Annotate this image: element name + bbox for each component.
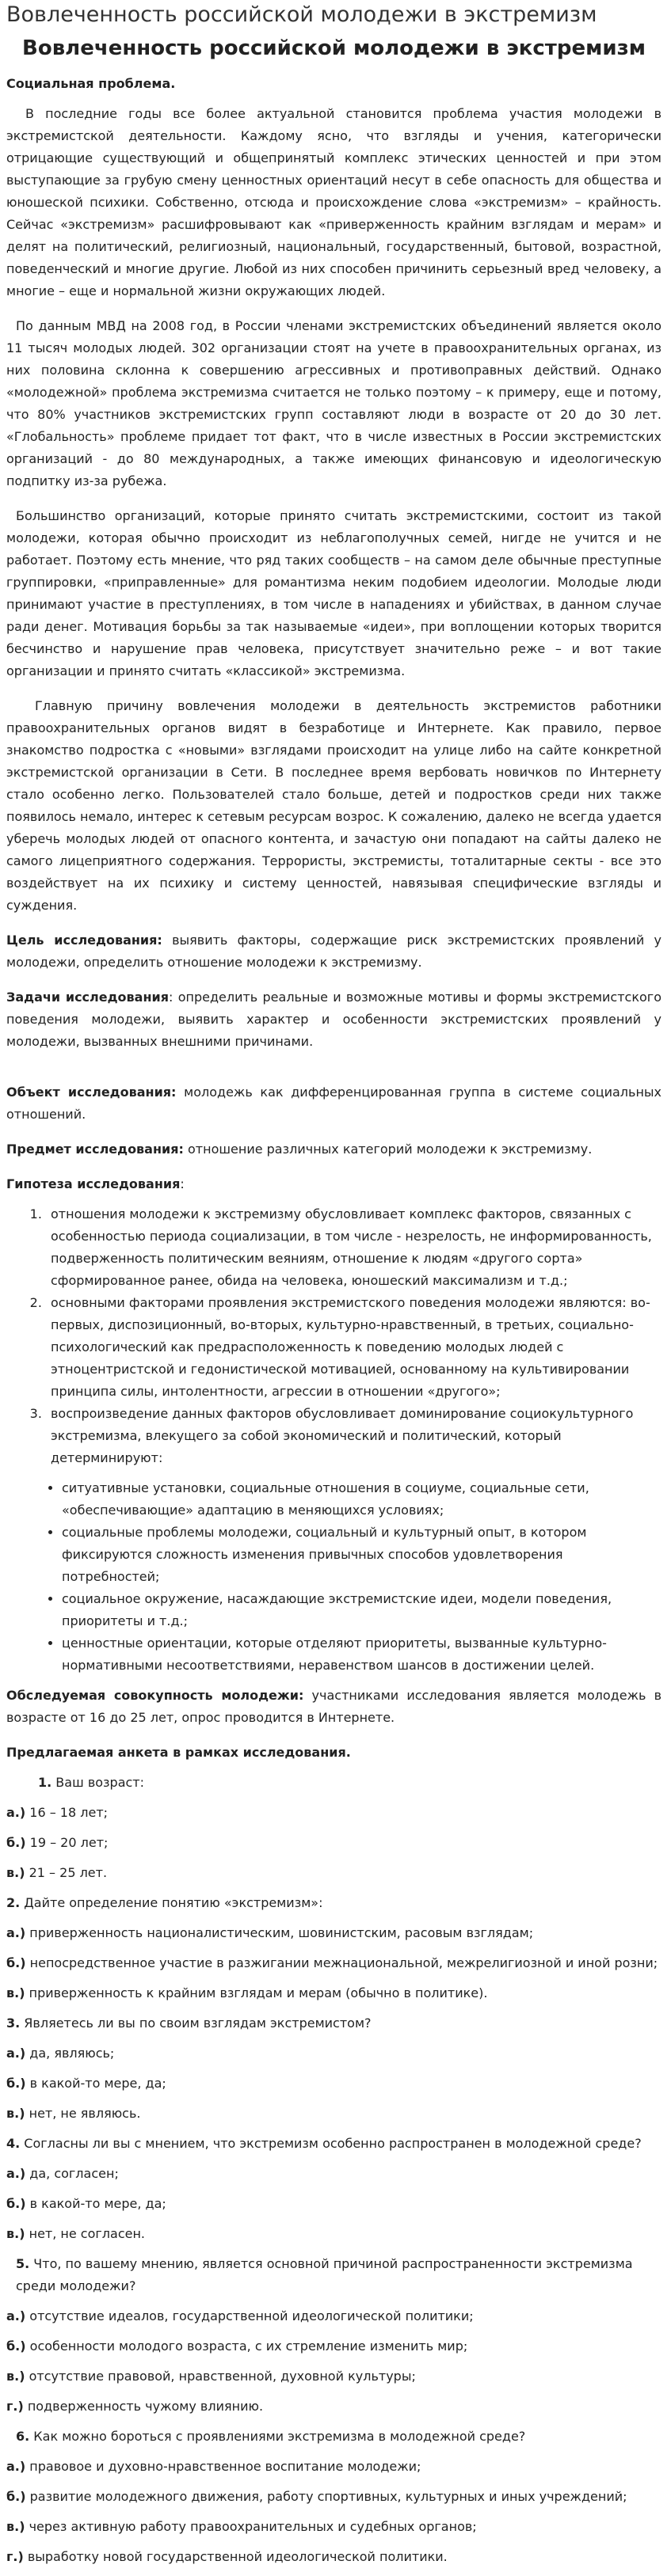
- option-letter: г.): [6, 2549, 24, 2564]
- option-text: через активную работу правоохранительных и судебных органов;: [25, 2519, 477, 2534]
- option-text: в какой-то мере, да;: [25, 2076, 166, 2091]
- paragraph-1: В последние годы все более актуальной становится проблема участия молодежи в экстремистской деятельности. Каждому ясно, что взгляды и учения, категорически отрицающие существующий и общепринятый комплекс этических ценностей и при этом выступающие за грубую смену ценностных ориентаций несут в себе опасность для общества и юношеской психики. Собственно, отсюда и происхождение слова «экстремизм» – крайность. Сейчас «экстремизм» расшифровывают как «приверженность крайним взглядам и мерам» и делят на политический, религиозный, национальный, государственный, бытовой, возрастной, поведенческий и многие другие. Любой из них способен причинить серьезный вред человеку, а многие – еще и нормальной жизни окружающих людей.: [6, 106, 661, 298]
- hypothesis-list: [6, 1203, 661, 1469]
- question-number: 1.: [38, 1775, 52, 1790]
- option-letter: б.): [6, 1835, 26, 1850]
- question-2: [6, 1892, 661, 1914]
- hypothesis-item: 3. воспроизведение данных факторов обусловливает доминирование социокультурного экстремизма, влекущего за собой экономический и политический, который детерминируют:: [46, 1403, 661, 1469]
- goal-text: выявить факторы, содержащие риск экстремистских проявлений у молодежи, определить отношение молодежи к экстремизму.: [6, 933, 661, 970]
- tasks-paragraph: [6, 986, 661, 1053]
- option-letter: б.): [6, 2196, 26, 2211]
- option-text: да, согласен;: [25, 2166, 119, 2181]
- option-text: отсутствие идеалов, государственной идеологической политики;: [25, 2308, 474, 2323]
- question-6: [6, 2426, 661, 2448]
- option-letter: а.): [6, 2308, 26, 2323]
- option: [6, 1862, 661, 1884]
- goal-label: Цель исследования:: [6, 933, 162, 948]
- option: [6, 2305, 661, 2327]
- hypothesis-bullet: • ценностные ориентации, которые отделяют приоритеты, вызванные культурно-нормативными несоответствиями, неравенством шансов в достижении целей.: [62, 1632, 661, 1677]
- option: [6, 2456, 661, 2478]
- option: [6, 1982, 661, 2004]
- option-text: да, являюсь;: [25, 2046, 115, 2061]
- option-letter: в.): [6, 2369, 25, 2384]
- hypothesis-bullets: [6, 1477, 661, 1677]
- option-text: подверженность чужому влиянию.: [23, 2399, 264, 2414]
- option: [6, 2335, 661, 2358]
- option: [6, 1922, 661, 1944]
- page-title: Вовлеченность российской молодежи в экстремизм: [6, 2, 597, 27]
- option-letter: а.): [6, 2166, 26, 2181]
- paragraph-3: Большинство организаций, которые принято считать экстремистскими, состоит из такой молодежи, которая обычно происходит из неблагополучных семей, нигде не учится и не работает. Поэтому есть мнение, что ряд таких сообществ – на самом деле обычные преступные группировки, «приправленные» для романтизма неким подобием идеологии. Молодые люди принимают участие в преступлениях, в том числе в нападениях и убийствах, в данном случае ради денег. Мотивация борьбы за так называемые «идеи», при воплощении которых творится бесчинство и нарушение прав человека, присутствует значительно реже – и вот такие организации и принято считать «классикой» экстремизма.: [6, 508, 661, 678]
- hypothesis-heading: [6, 1173, 661, 1195]
- paragraph-4: Главную причину вовлечения молодежи в деятельность экстремистов работники правоохранительных органов видят в безработице и Интернете. Как правило, первое знакомство подростка с «новыми» взглядами происходит на улице либо на сайте конкретной экстремистской организации в Сети. В последнее время вербовать новичков по Интернету стало особенно легко. Пользователей стало больше, детей и подростков среди них также появилось немало, интерес к сетевым ресурсам возрос. К сожалению, далеко не всегда удается уберечь молодых людей от опасного контента, и зачастую они попадают на сайты далеко не самого лицеприятного содержания. Террористы, экстремисты, тоталитарные секты - все это воздействует на их психику и систему ценностей, навязывая специфические взгляды и суждения.: [6, 698, 661, 913]
- option-letter: а.): [6, 2459, 26, 2474]
- section-label: [6, 73, 661, 95]
- option-letter: в.): [6, 2226, 25, 2241]
- question-5: [6, 2253, 661, 2297]
- option: [6, 2223, 661, 2245]
- question-4: [6, 2133, 661, 2155]
- document-page: [0, 2, 671, 2568]
- hypothesis-bullet: • социальные проблемы молодежи, социальный и культурный опыт, в котором фиксируются сложность изменения привычных способов удовлетворения потребностей;: [62, 1522, 661, 1588]
- sample-paragraph: [6, 1685, 661, 1729]
- sample-label: Обследуемая совокупность молодежи:: [6, 1688, 304, 1703]
- option-text: нет, не согласен.: [25, 2226, 145, 2241]
- option-letter: в.): [6, 1985, 25, 2000]
- question-1: [6, 1772, 661, 1794]
- paragraph-2: По данным МВД на 2008 год, в России членами экстремистских объединений является около 11 тысяч молодых людей. 302 организации стоят на учете в правоохранительных органах, из них половина склонна к совершению агрессивных и противоправных действий. Однако «молодежной» проблема экстремизма считается не только поэтому – к примеру, еще и потому, что 80% участников экстремистских групп составляют люди в возрасте от 20 до 30 лет. «Глобальность» проблеме придает тот факт, что в числе известных в России экстремистских организаций - до 80 международных, а также имеющих финансовую и идеологическую подпитку из-за рубежа.: [6, 318, 661, 488]
- tasks-label: Задачи исследования: [6, 990, 169, 1005]
- goal-paragraph: [6, 929, 661, 974]
- option-text: выработку новой государственной идеологической политики.: [23, 2549, 448, 2564]
- option: [6, 2073, 661, 2095]
- sample-text: участниками исследования является молодежь в возрасте от 16 до 25 лет, опрос проводится в Интернете.: [6, 1688, 662, 1725]
- option-letter: б.): [6, 2339, 26, 2354]
- question-number: 6.: [16, 2429, 30, 2444]
- option-letter: в.): [6, 2519, 25, 2534]
- hypothesis-item: 1. отношения молодежи к экстремизму обусловливает комплекс факторов, связанных с особенностью периода социализации, в том числе - незрелость, не информированность, подверженность политическим веяниям, отношение к людям «другого сорта» сформированное ранее, обида на человека, юношеский максимализм и т.д.;: [46, 1203, 661, 1292]
- object-text: молодежь как дифференцированная группа в системе социальных отношений.: [6, 1085, 662, 1122]
- option-text: отсутствие правовой, нравственной, духовной культуры;: [25, 2369, 416, 2384]
- object-paragraph: [6, 1081, 661, 1126]
- option-letter: б.): [6, 2489, 26, 2504]
- spacer: [6, 1066, 661, 1081]
- option-text: приверженность националистическим, шовинистским, расовым взглядам;: [25, 1925, 534, 1940]
- survey-title-text: Предлагаемая анкета в рамках исследования.: [6, 1745, 351, 1760]
- question-text: Согласны ли вы с мнением, что экстремизм особенно распространен в молодежной среде?: [20, 2136, 642, 2151]
- option: [6, 2163, 661, 2185]
- tasks-text: : определить реальные и возможные мотивы и формы экстремистского поведения молодежи, выявить характер и особенности экстремистских проявлений у молодежи, вызванных внешними причинами.: [6, 990, 661, 1049]
- question-text: Что, по вашему мнению, является основной причиной распространенности экстремизма среди молодежи?: [16, 2256, 633, 2293]
- option-text: непосредственное участие в разжигании межнациональной, межрелигиозной и иной розни;: [25, 1955, 658, 1970]
- option-letter: в.): [6, 1865, 25, 1880]
- survey-title: [6, 1742, 661, 1764]
- option-text: развитие молодежного движения, работу спортивных, культурных и иных учреждений;: [25, 2489, 627, 2504]
- option-letter: б.): [6, 1955, 26, 1970]
- question-number: 4.: [6, 2136, 21, 2151]
- subject-paragraph: [6, 1138, 661, 1161]
- option: [6, 2546, 661, 2568]
- question-number: 3.: [6, 2016, 21, 2031]
- object-label: Объект исследования:: [6, 1085, 177, 1100]
- hypothesis-bullet: • социальное окружение, насаждающие экстремистские идеи, модели поведения, приоритеты и т.д.;: [62, 1588, 661, 1632]
- question-text: Дайте определение понятию «экстремизм»:: [20, 1895, 323, 1910]
- option-text: 16 – 18 лет;: [25, 1805, 109, 1820]
- option: [6, 2042, 661, 2065]
- option: [6, 1832, 661, 1854]
- option: [6, 1952, 661, 1974]
- option-text: особенности молодого возраста, с их стремление изменить мир;: [25, 2339, 468, 2354]
- subject-label: Предмет исследования:: [6, 1142, 184, 1157]
- question-3: [6, 2012, 661, 2035]
- document-heading: Вовлеченность российской молодежи в экстремизм: [22, 36, 646, 60]
- question-number: 5.: [16, 2256, 30, 2271]
- option-text: правовое и духовно-нравственное воспитание молодежи;: [25, 2459, 421, 2474]
- option-letter: а.): [6, 2046, 26, 2061]
- hypothesis-bullet: • ситуативные установки, социальные отношения в социуме, социальные сети, «обеспечивающие» адаптацию в меняющихся условиях;: [62, 1477, 661, 1522]
- option-text: приверженность к крайним взглядам и мерам (обычно в политике).: [25, 1985, 488, 2000]
- option: [6, 2365, 661, 2388]
- option-text: 21 – 25 лет.: [25, 1865, 108, 1880]
- question-text: Являетесь ли вы по своим взглядам экстремистом?: [20, 2016, 372, 2031]
- option-letter: б.): [6, 2076, 26, 2091]
- option-text: 19 – 20 лет;: [25, 1835, 109, 1850]
- option-letter: а.): [6, 1805, 26, 1820]
- option: [6, 2103, 661, 2125]
- option-letter: а.): [6, 1925, 26, 1940]
- option: [6, 2193, 661, 2215]
- option-letter: в.): [6, 2106, 25, 2121]
- option-letter: г.): [6, 2399, 24, 2414]
- option-text: в какой-то мере, да;: [25, 2196, 166, 2211]
- section-label-text: Социальная проблема.: [6, 76, 176, 91]
- hypothesis-label: Гипотеза исследования: [6, 1176, 181, 1191]
- option: [6, 2516, 661, 2538]
- option: [6, 1802, 661, 1824]
- subject-text: отношение различных категорий молодежи к экстремизму.: [183, 1142, 593, 1157]
- question-text: Ваш возраст:: [51, 1775, 145, 1790]
- question-text: Как можно бороться с проявлениями экстремизма в молодежной среде?: [29, 2429, 526, 2444]
- option: [6, 2486, 661, 2508]
- hypothesis-suffix: :: [180, 1176, 185, 1191]
- question-number: 2.: [6, 1895, 21, 1910]
- option-text: нет, не являюсь.: [25, 2106, 141, 2121]
- option: [6, 2396, 661, 2418]
- hypothesis-item: 2. основными факторами проявления экстремистского поведения молодежи являются: во-первых, диспозиционный, во-вторых, культурно-нравственный, в третьих, социально-психологический как предрасположенность к поведению молодых людей с этноцентристской и гедонистической мотивацией, основанному на культивировании принципа силы, интолентности, агрессии в отношении «другого»;: [46, 1292, 661, 1403]
